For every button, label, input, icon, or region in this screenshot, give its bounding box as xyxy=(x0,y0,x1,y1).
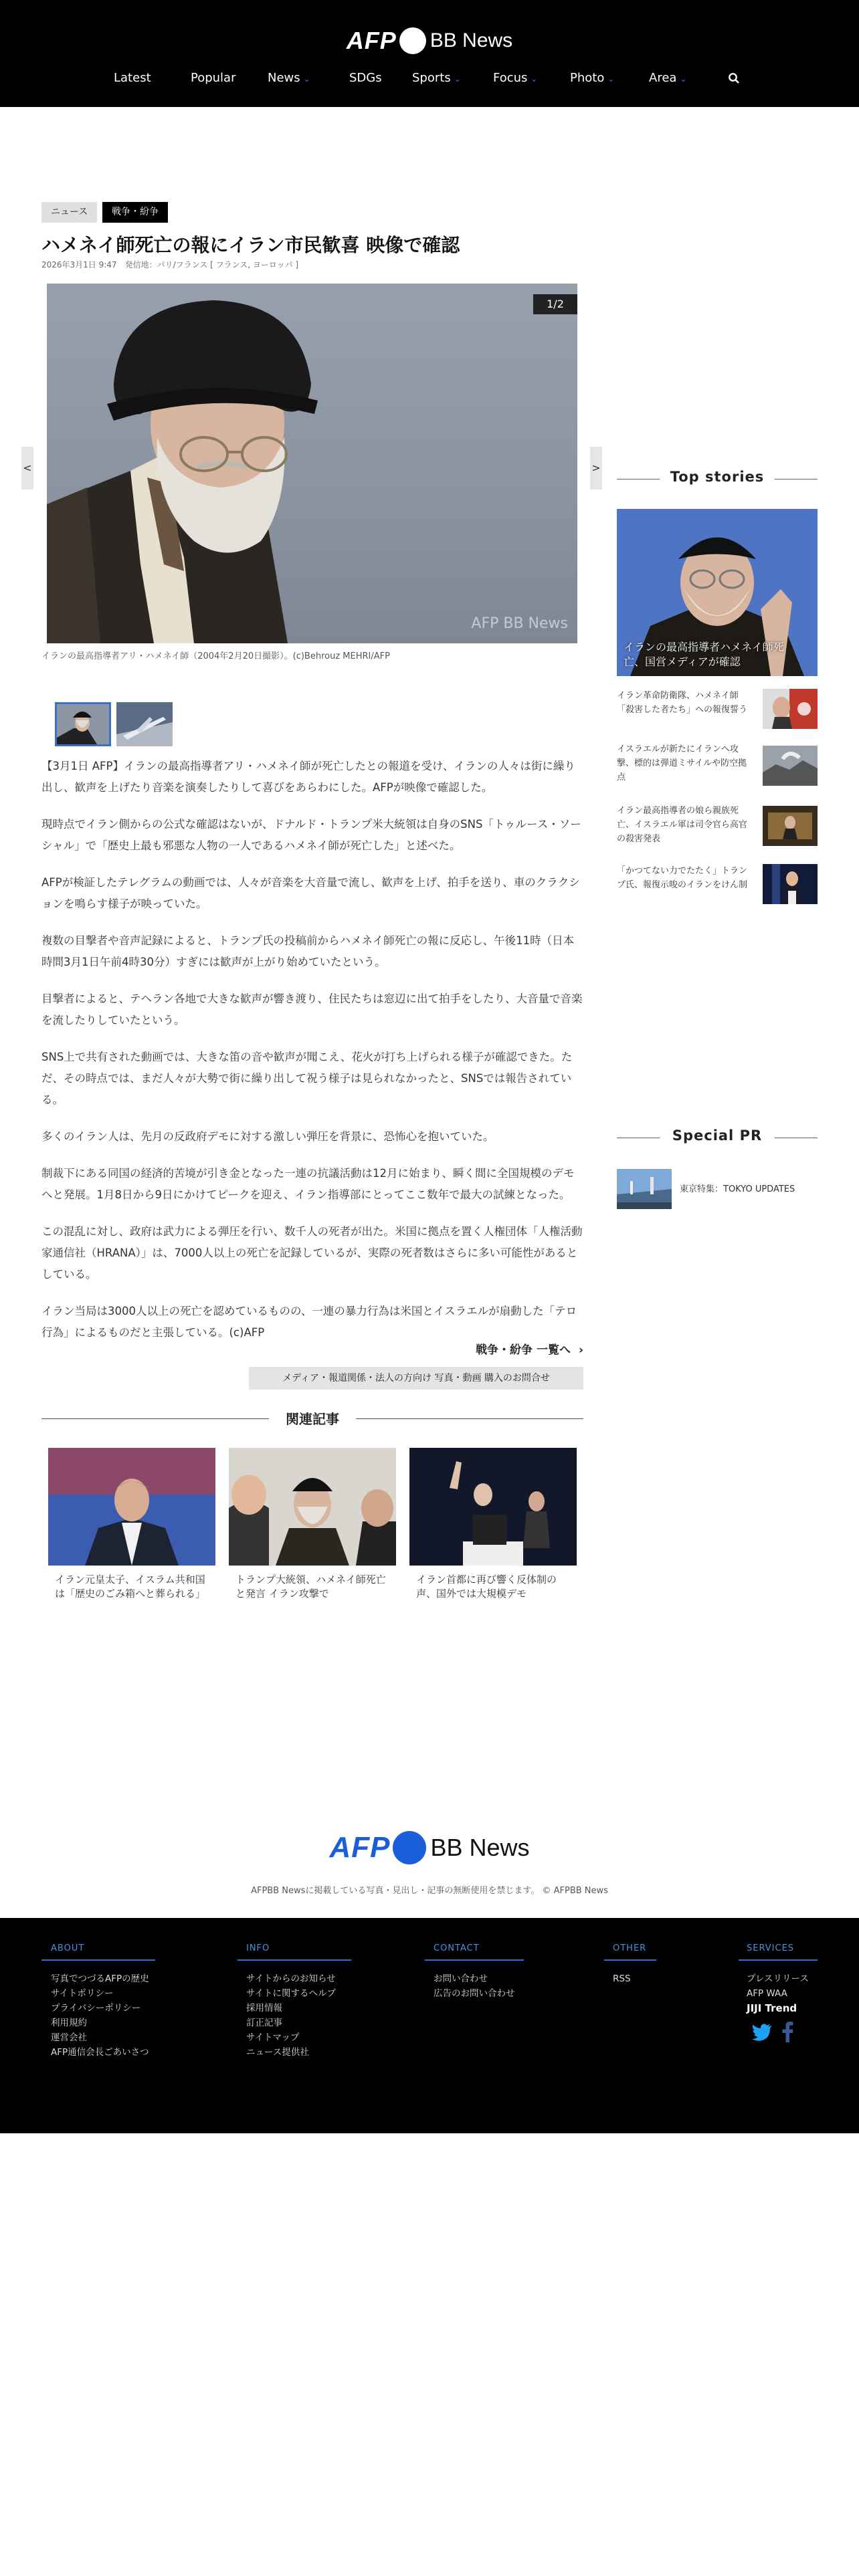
footer-other-links xyxy=(613,1971,631,1986)
footer-link[interactable]: 採用情報 xyxy=(246,2003,282,2014)
nav-label: News xyxy=(268,71,300,85)
jiji-trend-logo[interactable]: JIJI Trend xyxy=(747,2002,797,2014)
top-story-thumb-2[interactable] xyxy=(763,746,818,786)
footer-services-heading: SERVICES xyxy=(747,1943,795,1953)
slide-counter: 1/2 xyxy=(533,294,577,314)
footer-contact-links xyxy=(434,1971,515,2001)
article-paragraph: イラン当局は3000人以上の死亡を認めているものの、一連の暴力行為は米国とイスラエルが扇動した「テロ行為」によるものだと主張している。(c)AFP xyxy=(41,1305,577,1339)
article-meta: 2026年3月1日 9:47 発信地：パリ/フランス [ フランス, ヨーロッパ ] xyxy=(41,260,299,270)
top-story-link-4[interactable]: 「かつてない力でたたく」トランプ氏、報復示唆のイランをけん制 xyxy=(617,866,748,890)
nav-latest[interactable] xyxy=(114,71,151,85)
chevron-down-icon: ⌄ xyxy=(454,74,461,84)
footer-services-links xyxy=(747,1971,809,2016)
footer-info-heading: INFO xyxy=(246,1943,270,1953)
slide-prev-button[interactable]: < xyxy=(21,447,33,490)
footer-link[interactable]: 写真でつづるAFPの歴史 xyxy=(51,1973,149,1984)
nav-label: Area xyxy=(649,71,677,85)
footer-link[interactable]: サイトポリシー xyxy=(51,1988,114,1999)
footer-link[interactable]: AFP通信会長ごあいさつ xyxy=(51,2047,149,2058)
top-story-link-1[interactable]: イラン革命防衛隊、ハメネイ師「殺害した者たち」への報復誓う xyxy=(617,691,748,715)
top-stories-heading-text: Top stories xyxy=(670,469,765,485)
top-story-link-3[interactable]: イラン最高指導者の娘ら親族死亡、イスラエル軍は司令官ら高官の殺害発表 xyxy=(617,806,747,844)
main-photo[interactable] xyxy=(47,284,577,643)
article-paragraph: SNS上で共有された動画では、大きな笛の音や歓声が聞こえ、花火が打ち上げられる様子が確認できた。ただ、その時点では、まだ人々が大勢で街に繰り出して祝う様子は見られなかったと、SNSでは報告されている。 xyxy=(41,1051,573,1106)
photo-caption: イランの最高指導者アリ・ハメネイ師（2004年2月20日撮影）。(c)Behrouz MEHRI/AFP xyxy=(41,651,390,661)
khamenei-portrait-image xyxy=(47,284,577,643)
footer-link[interactable]: 訂正記事 xyxy=(246,2018,282,2028)
footer-logo-afp-text: AFP xyxy=(329,1831,391,1864)
article-paragraph: 目撃者によると、テヘラン各地で大きな歓声が響き渡り、住民たちは窓辺に出て拍手をしたり、大音量で音楽を流したりしていたという。 xyxy=(41,992,583,1027)
footer-about-links xyxy=(51,1971,149,2060)
footer-link[interactable]: プレスリリース xyxy=(747,1973,809,1984)
related-heading xyxy=(41,1408,583,1428)
footer-link[interactable]: 利用規約 xyxy=(51,2018,87,2028)
related-title-1[interactable]: イラン元皇太子、イスラム共和国は「歴史のごみ箱へと葬られる」 xyxy=(55,1574,206,1600)
facebook-icon[interactable] xyxy=(781,2021,793,2045)
article-paragraph: 複数の目撃者や音声記録によると、トランプ氏の投稿前からハメネイ師死亡の報に反応し、午後11時（日本時間3月1日午前4時30分）すぎには歓声が上がり始めていたという。 xyxy=(41,934,575,968)
related-image-3[interactable] xyxy=(409,1448,577,1566)
footer-link[interactable]: 運営会社 xyxy=(51,2032,87,2043)
footer-copyright: AFPBB Newsに掲載している写真・見出し・記事の無断使用を禁じます。 © AFPBB News xyxy=(251,1886,608,1896)
footer-link[interactable]: サイトマップ xyxy=(246,2032,300,2043)
nav-sdgs[interactable] xyxy=(349,71,382,85)
related-title-3[interactable]: イラン首都に再び響く反体制の声、国外では大規模デモ xyxy=(416,1574,557,1600)
special-pr-link[interactable]: 東京特集：TOKYO UPDATES xyxy=(680,1184,795,1194)
chevron-down-icon: ⌄ xyxy=(303,74,310,84)
chevron-right-icon: › xyxy=(578,1344,583,1357)
footer-link[interactable]: AFP WAA xyxy=(747,1988,787,1999)
footer-about-heading: ABOUT xyxy=(51,1943,85,1953)
footer-contact-heading: CONTACT xyxy=(434,1943,480,1953)
related-image-2[interactable] xyxy=(229,1448,396,1566)
footer-link[interactable]: RSS xyxy=(613,1973,631,1984)
footer-logo[interactable] xyxy=(0,1829,859,1866)
logo-afp-text: AFP xyxy=(346,26,397,54)
footer-logo-bbnews-text: BB News xyxy=(430,1834,530,1861)
photo-watermark: AFP BB News xyxy=(471,615,568,632)
top-story-thumb-3[interactable] xyxy=(763,806,818,846)
nav-label: Focus xyxy=(493,71,528,85)
site-footer xyxy=(0,1918,859,2133)
top-story-thumb-1[interactable] xyxy=(763,689,818,729)
top-story-main-title: イランの最高指導者ハメネイ師死亡、国営メディアが確認 xyxy=(624,641,784,668)
chevron-down-icon: ⌄ xyxy=(680,74,687,84)
chevron-down-icon: ⌄ xyxy=(607,74,615,84)
search-icon[interactable] xyxy=(728,72,740,88)
footer-link[interactable]: お問い合わせ xyxy=(434,1973,488,1984)
more-war-conflict-link[interactable] xyxy=(476,1340,583,1357)
nav-news[interactable] xyxy=(268,71,310,85)
nav-label: SDGs xyxy=(349,71,382,85)
article-paragraph: 多くのイラン人は、先月の反政府デモに対する激しい弾圧を背景に、恐怖心を抱いていた。 xyxy=(41,1130,494,1143)
article-title: ハメネイ師死亡の報にイラン市民歓喜 映像で確認 xyxy=(41,234,460,256)
logo-dot xyxy=(399,27,426,54)
slide-next-button[interactable]: > xyxy=(590,447,602,490)
main-nav xyxy=(0,71,859,94)
footer-other-heading: OTHER xyxy=(613,1943,647,1953)
more-link-label: 戦争・紛争 一覧へ xyxy=(476,1344,571,1357)
site-logo[interactable] xyxy=(0,22,859,59)
footer-link[interactable]: 広告のお問い合わせ xyxy=(434,1988,515,1999)
article-body xyxy=(41,756,583,1359)
gallery-thumb-1[interactable] xyxy=(55,702,111,746)
related-heading-text: 関連記事 xyxy=(286,1411,339,1427)
related-image-1[interactable] xyxy=(48,1448,215,1566)
special-pr-heading xyxy=(617,1128,818,1148)
nav-popular[interactable] xyxy=(191,71,236,85)
footer-link[interactable]: プライバシーポリシー xyxy=(51,2003,141,2014)
article-paragraph: 制裁下にある同国の経済的苦境が引き金となった一連の抗議活動は12月に始まり、瞬く間に全国規模のデモへと発展。1月8日から9日にかけてピークを迎え、イラン指導部にとってここ数年で最大の試練となった。 xyxy=(41,1167,575,1201)
nav-sports[interactable] xyxy=(412,71,461,85)
top-story-main[interactable] xyxy=(617,509,818,676)
gallery-thumb-2[interactable] xyxy=(116,702,173,746)
footer-logo-dot xyxy=(393,1831,426,1864)
footer-info-links xyxy=(246,1971,336,2060)
nav-label: Popular xyxy=(191,71,236,85)
article-paragraph: この混乱に対し、政府は武力による弾圧を行い、数千人の死者が出た。米国に拠点を置く人権団体「人権活動家通信社（HRANA）」は、7000人以上の死亡を記録しているが、実際の死者数はさらに多い可能性があるとしている。 xyxy=(41,1225,583,1281)
article-paragraph: 現時点でイラン側からの公式な確認はないが、ドナルド・トランプ米大統領は自身のSNS「トゥルース・ソーシャル」で「歴史上最も邪悪な人物の一人であるハメネイ師が死亡した」と述べた。 xyxy=(41,818,581,852)
top-story-thumb-4[interactable] xyxy=(763,864,818,904)
site-header xyxy=(0,0,859,107)
top-stories-heading xyxy=(617,469,818,489)
nav-focus[interactable] xyxy=(493,71,537,85)
footer-link[interactable]: ニュース提供社 xyxy=(246,2047,309,2058)
special-pr-heading-text: Special PR xyxy=(672,1128,763,1144)
twitter-icon[interactable] xyxy=(752,2024,772,2044)
nav-photo[interactable] xyxy=(570,71,614,85)
footer-link[interactable]: サイトに関するヘルプ xyxy=(246,1988,337,1999)
nav-area[interactable] xyxy=(649,71,687,85)
article-paragraph: AFPが検証したテレグラムの動画では、人々が音楽を大音量で流し、歓声を上げ、拍手を送り、車のクラクションを鳴らす様子が映っていた。 xyxy=(41,876,580,910)
tag-war-conflict[interactable]: 戦争・紛争 xyxy=(102,202,168,223)
tag-news[interactable]: ニュース xyxy=(41,202,97,223)
nav-label: Photo xyxy=(570,71,605,85)
footer-link[interactable]: サイトからのお知らせ xyxy=(246,1973,336,1984)
article-paragraph: 【3月1日 AFP】イランの最高指導者アリ・ハメネイ師が死亡したとの報道を受け、イランの人々は街に繰り出し、歓声を上げたり音楽を演奏したりして喜びをあらわにした。AFPが映像で確認した。 xyxy=(41,760,575,794)
special-pr-thumb[interactable] xyxy=(617,1169,672,1209)
logo-bbnews-text: BB News xyxy=(430,29,513,51)
nav-label: Sports xyxy=(412,71,451,85)
media-contact-button[interactable]: メディア・報道関係・法人の方向け 写真・動画 購入のお問合せ xyxy=(249,1367,583,1390)
nav-label: Latest xyxy=(114,71,151,85)
top-story-link-2[interactable]: イスラエルが新たにイランへ攻撃、標的は弾道ミサイルや防空拠点 xyxy=(617,744,747,782)
chevron-down-icon: ⌄ xyxy=(531,74,538,84)
related-title-2[interactable]: トランプ大統領、ハメネイ師死亡と発言 イラン攻撃で xyxy=(235,1574,386,1600)
